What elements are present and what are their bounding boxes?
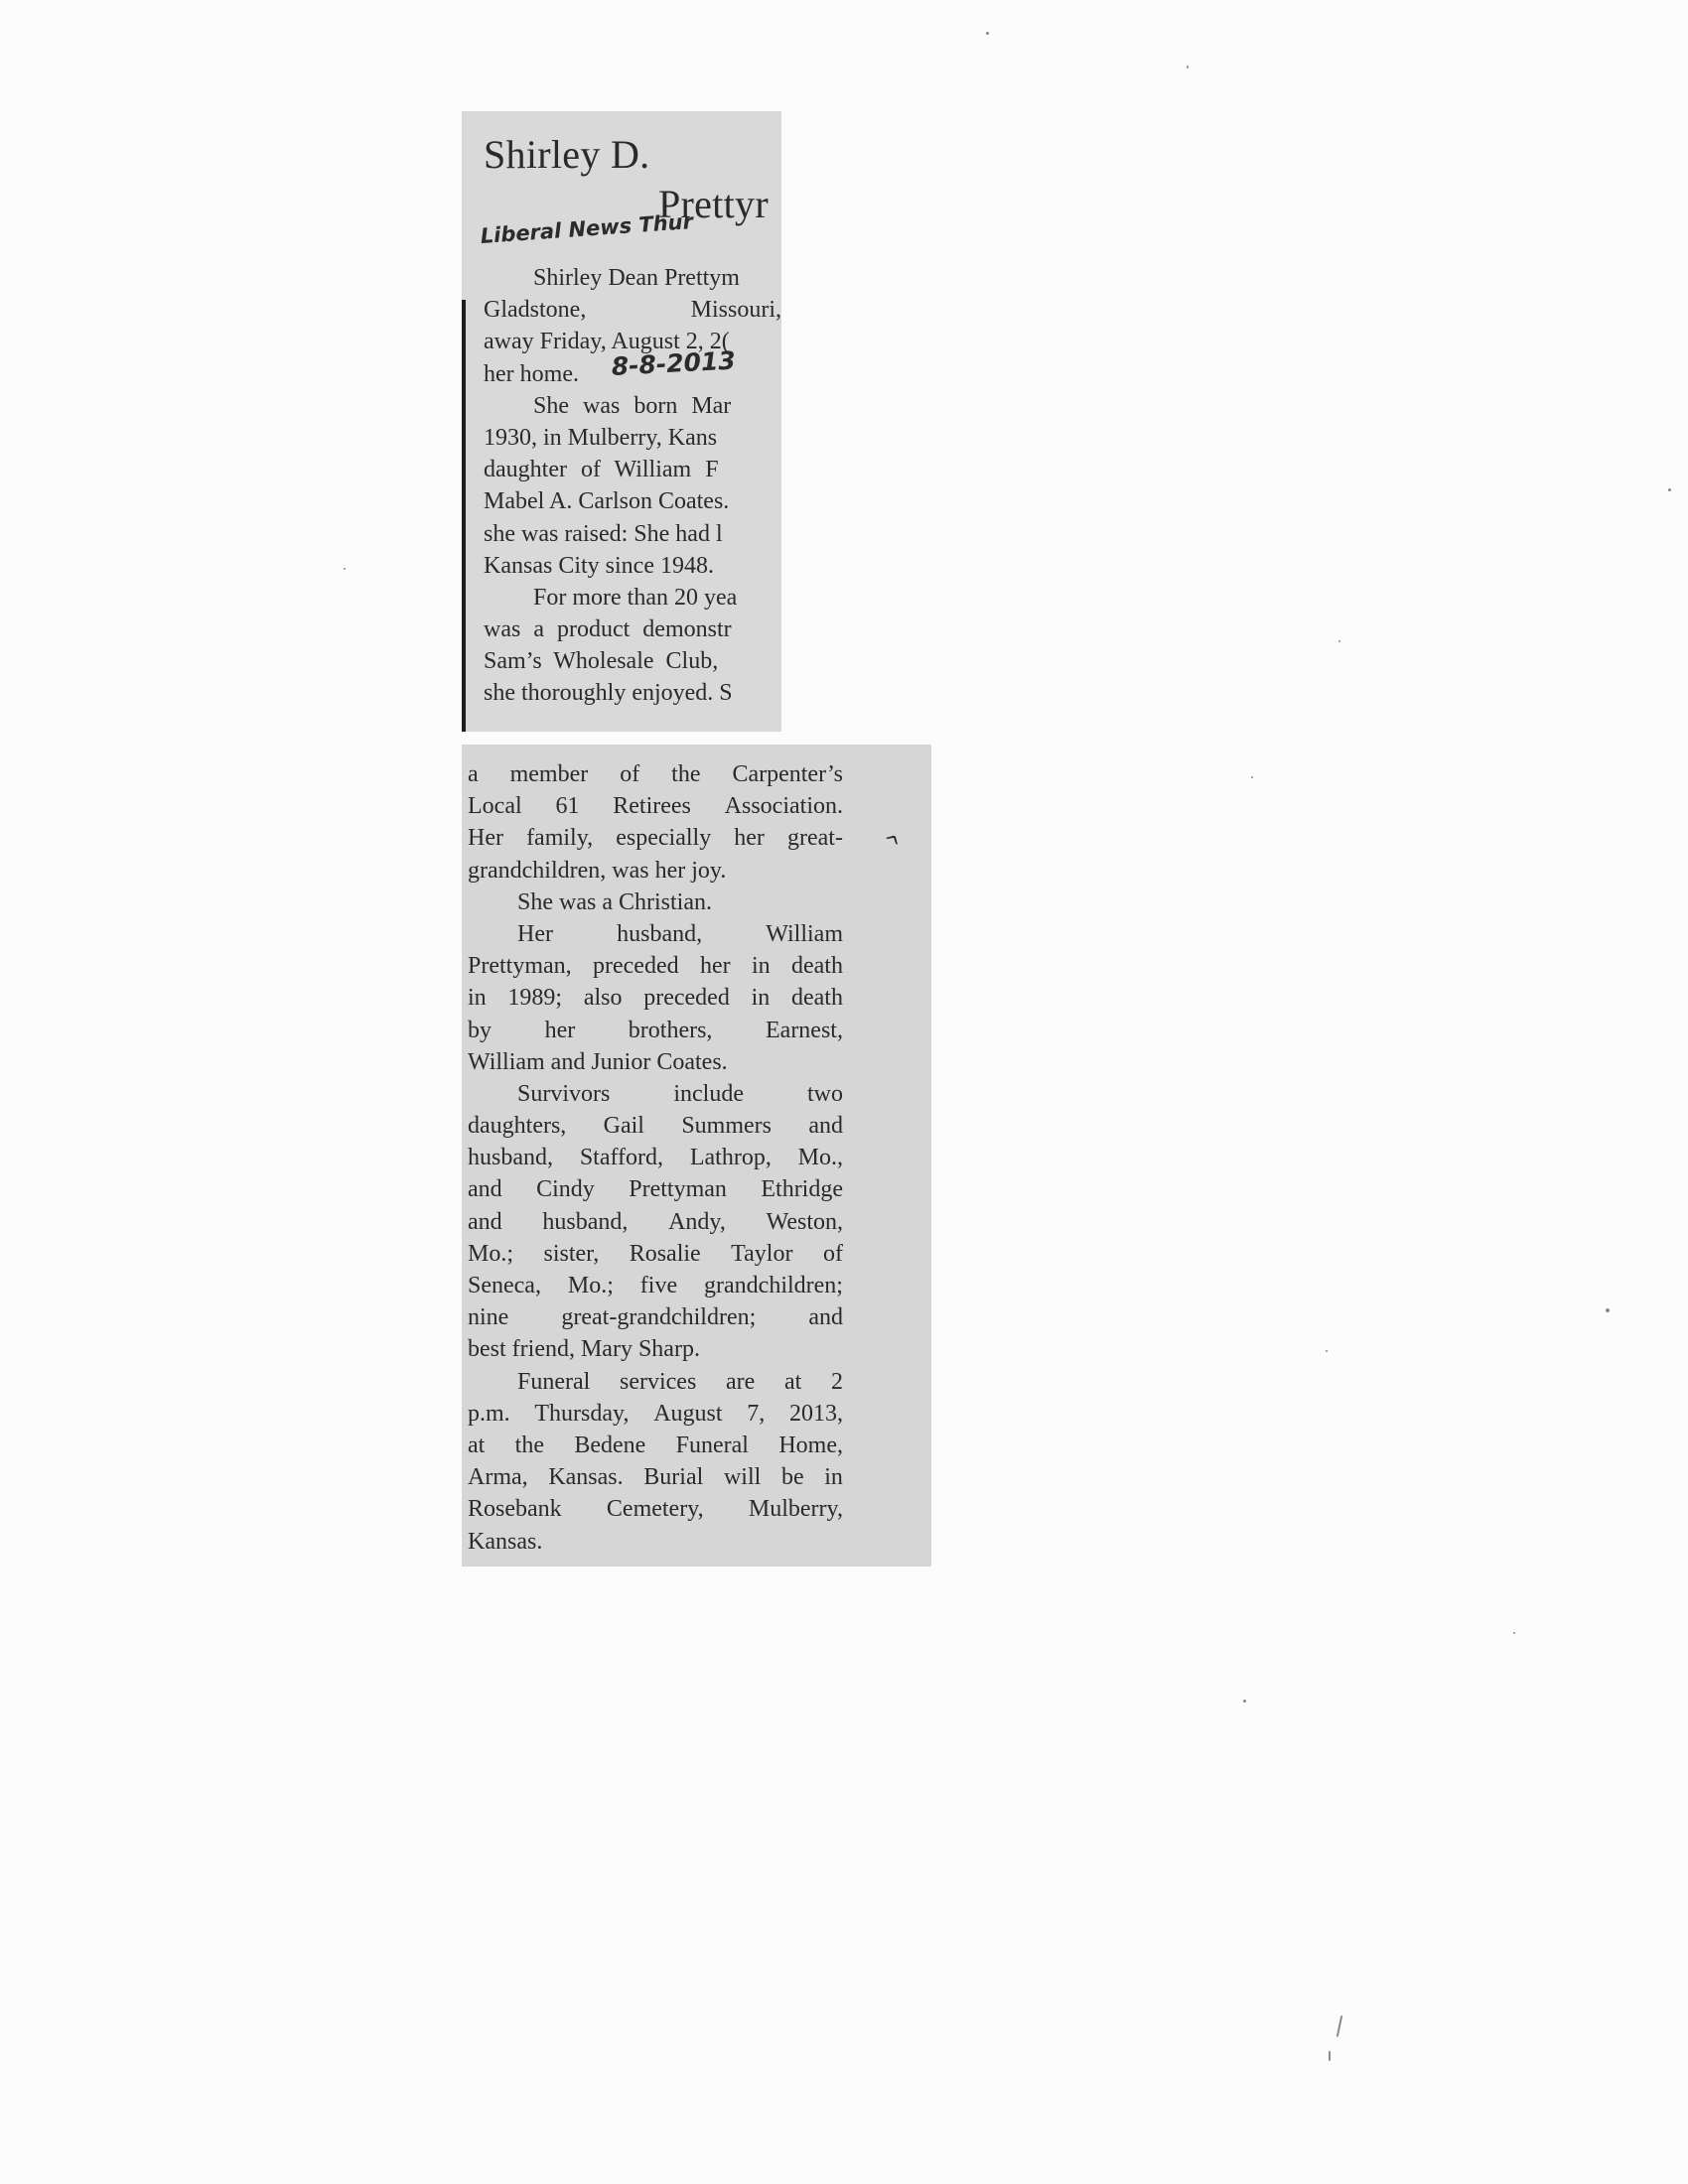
- text-line-part: her: [734, 825, 765, 852]
- scan-speck: [1243, 1700, 1246, 1703]
- text-line-part: 2: [830, 1368, 843, 1395]
- scan-speck: [1187, 66, 1189, 68]
- text-line-part: Missouri,: [690, 297, 781, 324]
- text-line-part: nine: [468, 1304, 509, 1331]
- text-line-part: 1989;: [507, 985, 563, 1012]
- text-line-part: death: [790, 953, 843, 980]
- scan-speck: [1336, 2015, 1343, 2037]
- text-line-part: Mo.;: [468, 1240, 514, 1267]
- text-line: She was a Christian.: [517, 888, 712, 915]
- text-line: daughter of William F: [484, 457, 719, 483]
- text-line-part: Gail: [603, 1113, 644, 1140]
- text-line-part: of: [620, 761, 640, 787]
- text-line-part: member: [509, 761, 589, 787]
- text-line: William and Junior Coates.: [468, 1048, 728, 1075]
- handwritten-mark: ^: [875, 829, 905, 860]
- text-line: [468, 1110, 843, 1142]
- text-line-part: and: [808, 1304, 843, 1331]
- text-line-part: in: [751, 985, 771, 1012]
- text-line-part: a: [468, 761, 479, 787]
- text-line-part: Local: [468, 793, 522, 820]
- text-line-part: and: [468, 1176, 502, 1203]
- text-line: [484, 294, 781, 326]
- text-line-part: Cindy: [536, 1176, 595, 1203]
- text-line-part: husband,: [542, 1208, 629, 1235]
- text-line-part: Survivors: [517, 1080, 611, 1107]
- text-line: her home.: [484, 360, 579, 387]
- text-line: [468, 918, 843, 950]
- text-line-part: Andy,: [668, 1208, 726, 1235]
- handwritten-date-note: 8-8-2013: [611, 345, 737, 381]
- text-line-part: Mo.,: [797, 1145, 843, 1171]
- text-line: For more than 20 yea: [533, 584, 738, 611]
- text-line-part: Association.: [724, 793, 843, 820]
- text-line-part: daughters,: [468, 1113, 567, 1140]
- scan-speck: [1606, 1308, 1610, 1312]
- text-line: [468, 1173, 843, 1205]
- text-line-part: in: [751, 953, 771, 980]
- text-line-part: be: [780, 1464, 804, 1491]
- text-line-part: 2013,: [788, 1400, 843, 1427]
- text-line-part: Stafford,: [579, 1145, 664, 1171]
- text-line-part: two: [806, 1080, 843, 1107]
- text-line-part: five: [639, 1273, 678, 1298]
- text-line-part: services: [620, 1368, 697, 1395]
- text-line-part: Prettyman,: [468, 953, 572, 980]
- text-line-part: the: [671, 761, 701, 787]
- text-line-part: Bedene: [574, 1432, 646, 1458]
- scan-speck: [1329, 2051, 1331, 2061]
- scan-speck: [1513, 1632, 1515, 1634]
- text-line-part: Funeral: [675, 1432, 749, 1458]
- text-line: 1930, in Mulberry, Kans: [484, 424, 718, 451]
- scan-speck: [986, 32, 989, 35]
- text-line: [468, 790, 843, 822]
- text-line-part: preceded: [593, 953, 679, 980]
- text-line: [468, 1366, 843, 1398]
- text-line-part: Seneca,: [468, 1273, 541, 1298]
- text-line-part: Earnest,: [766, 1017, 843, 1043]
- text-line-part: Rosalie: [629, 1240, 701, 1267]
- text-line: [468, 1078, 843, 1110]
- text-line-part: Cemetery,: [606, 1496, 704, 1523]
- text-line-part: Carpenter’s: [732, 761, 843, 787]
- text-line: best friend, Mary Sharp.: [468, 1336, 700, 1363]
- text-line-part: Burial: [643, 1464, 704, 1491]
- text-line-part: Her: [468, 825, 503, 852]
- scan-speck: [344, 568, 346, 570]
- text-line-part: of: [822, 1240, 843, 1267]
- text-line-part: Thursday,: [534, 1400, 630, 1427]
- text-line-part: Funeral: [517, 1368, 591, 1395]
- headline-line-1: Shirley D.: [484, 132, 650, 177]
- text-line: Kansas City since 1948.: [484, 552, 714, 579]
- text-line-part: sister,: [543, 1240, 600, 1267]
- scan-speck: [1338, 640, 1340, 642]
- text-line: [468, 982, 843, 1014]
- text-line-part: at: [468, 1432, 486, 1458]
- text-line-part: her: [544, 1017, 576, 1043]
- text-line-part: Arma,: [468, 1464, 528, 1491]
- text-line-part: Mulberry,: [748, 1496, 843, 1523]
- text-line-part: the: [514, 1432, 544, 1458]
- text-line-part: at: [783, 1368, 802, 1395]
- text-line: [468, 1493, 843, 1525]
- text-line-part: and: [808, 1113, 843, 1140]
- text-line-part: Home,: [778, 1432, 843, 1458]
- text-line: away Friday, August 2, 2(: [484, 329, 730, 355]
- text-line-part: Mo.;: [567, 1273, 614, 1298]
- text-line: [468, 1430, 843, 1461]
- text-line-part: preceded: [643, 985, 730, 1012]
- handwritten-newspaper-note: Liberal News Thur: [480, 209, 694, 248]
- text-line-part: by: [468, 1017, 492, 1043]
- obituary-clipping-bottom: [462, 745, 931, 1567]
- text-line: [468, 950, 843, 982]
- text-line-part: are: [725, 1368, 756, 1395]
- text-line-part: also: [583, 985, 623, 1012]
- text-line-part: Taylor: [731, 1240, 793, 1267]
- text-line-part: Rosebank: [468, 1496, 562, 1523]
- text-line-part: Gladstone,: [484, 297, 587, 324]
- text-line-part: Lathrop,: [689, 1145, 772, 1171]
- headline-line-2: Prettyr: [658, 182, 769, 226]
- text-line-part: 7,: [747, 1400, 766, 1427]
- text-line: she thoroughly enjoyed. S: [484, 680, 733, 707]
- text-line-part: Kansas.: [548, 1464, 624, 1491]
- obituary-clipping-top: [462, 111, 781, 732]
- text-line: Kansas.: [468, 1528, 543, 1555]
- column-rule: [462, 300, 466, 732]
- text-line: Shirley Dean Prettym: [533, 265, 740, 291]
- text-line-part: in: [824, 1464, 843, 1491]
- text-line-part: include: [673, 1080, 744, 1107]
- text-line-part: August: [653, 1400, 723, 1427]
- text-line-part: great-grandchildren;: [561, 1304, 757, 1331]
- text-line-part: Prettyman: [629, 1176, 727, 1203]
- text-line-part: 61: [555, 793, 580, 820]
- text-line-part: death: [790, 985, 843, 1012]
- text-line: [468, 1461, 843, 1493]
- text-line-part: especially: [616, 825, 712, 852]
- text-line-part: husband,: [617, 920, 703, 947]
- text-line: grandchildren, was her joy.: [468, 857, 727, 884]
- text-line-part: p.m.: [468, 1400, 510, 1427]
- text-line-part: William: [766, 920, 843, 947]
- text-line-part: grandchildren;: [704, 1273, 843, 1298]
- text-line: she was raised: She had l: [484, 520, 723, 547]
- text-line: [468, 1238, 843, 1270]
- text-line-part: great-: [787, 825, 843, 852]
- obituary-column-1: [484, 262, 781, 710]
- text-line-part: brothers,: [628, 1017, 713, 1043]
- text-line-part: and: [468, 1208, 502, 1235]
- scan-speck: [1251, 776, 1253, 778]
- text-line-part: Retirees: [613, 793, 691, 820]
- text-line: was a product demonstr: [484, 616, 732, 643]
- text-line: [468, 822, 843, 854]
- text-line-part: Her: [517, 920, 553, 947]
- text-line: She was born Mar: [533, 392, 732, 419]
- text-line: [468, 1015, 843, 1046]
- text-line: [468, 1270, 843, 1301]
- text-line: [468, 758, 843, 790]
- text-line-part: Weston,: [766, 1208, 843, 1235]
- text-line-part: Summers: [681, 1113, 772, 1140]
- text-line-part: will: [723, 1464, 762, 1491]
- scan-speck: [1326, 1350, 1328, 1352]
- text-line: [468, 1206, 843, 1238]
- scan-speck: [1668, 488, 1671, 491]
- text-line-part: husband,: [468, 1145, 553, 1171]
- text-line: Mabel A. Carlson Coates.: [484, 488, 730, 515]
- text-line-part: in: [468, 985, 487, 1012]
- text-line: [468, 1142, 843, 1173]
- text-line: [468, 1398, 843, 1430]
- text-line-part: family,: [526, 825, 594, 852]
- obituary-column-2: [468, 758, 843, 1558]
- text-line-part: her: [699, 953, 731, 980]
- text-line: Sam’s Wholesale Club,: [484, 648, 719, 675]
- text-line-part: Ethridge: [761, 1176, 843, 1203]
- text-line: [468, 1301, 843, 1333]
